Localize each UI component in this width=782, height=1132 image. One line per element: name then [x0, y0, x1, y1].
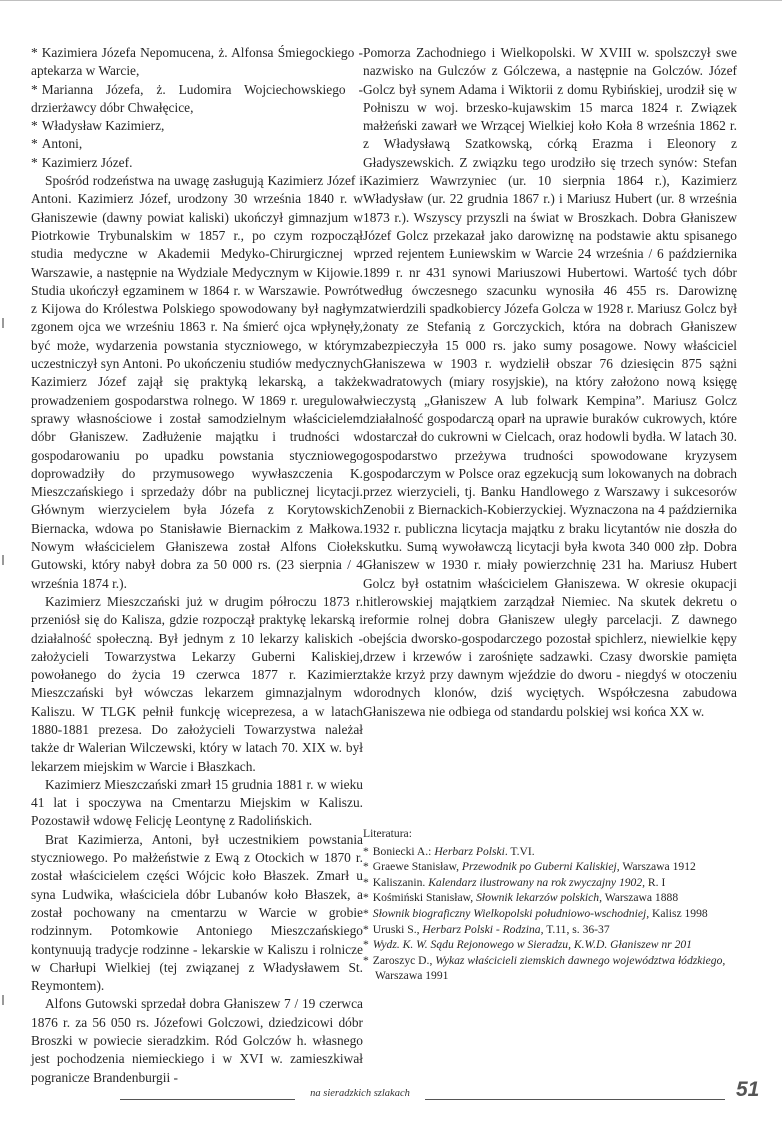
reference-suffix: Warszawa 1912	[619, 860, 696, 874]
reference-item	[363, 844, 737, 860]
reference-item	[363, 890, 737, 906]
list-item-text: Kazimiera Józefa Nepomucena, ż. Alfonsa Śmiegockiego - aptekarza w Warcie,	[31, 45, 363, 79]
references-section	[363, 826, 737, 984]
reference-item	[363, 953, 737, 984]
reference-prefix: Graewe Stanisław,	[372, 860, 462, 874]
reference-item	[363, 922, 737, 938]
body-paragraph: Kazimierz Mieszczański zmarł 15 grudnia 1881 r. w wieku 41 lat i spoczywa na Cmentarzu Miejskim w Kaliszu. Pozostawił wdowę Felicję Leontynę z Radolińskich.	[31, 776, 363, 829]
reference-suffix: Warszawa 1991	[375, 969, 449, 983]
reference-title: Wykaz właścicieli ziemskich dawnego województwa łódzkiego,	[435, 953, 726, 967]
reference-item	[363, 906, 737, 922]
list-item-text: Antoni,	[41, 136, 83, 152]
body-paragraph: Alfons Gutowski sprzedał dobra Głaniszew 7 / 19 czerwca 1876 r. za 56 050 rs. Józefowi Golczowi, dziedzicowi dóbr Broszki w powiecie sieradzkim. Ród Golczów h. własnego jest pochodzenia niemieckiego i w XVI w. zamieszkiwał pogranicze Brandenburgii -	[31, 996, 363, 1085]
left-column	[31, 44, 363, 1087]
footer-rule-right	[425, 1099, 725, 1100]
reference-prefix: Boniecki A.:	[372, 844, 435, 858]
reference-prefix: Kaliszanin.	[372, 875, 429, 889]
reference-suffix: . T.VI.	[504, 844, 535, 858]
list-item	[31, 81, 363, 118]
reference-title: Kalendarz ilustrowany na rok zwyczajny 1902,	[428, 875, 646, 889]
reference-suffix: Warszawa 1888	[602, 891, 679, 905]
bullet-star: *	[31, 81, 38, 97]
body-paragraph: Brat Kazimierza, Antoni, był uczestnikiem powstania styczniowego. Po małżeństwie z Ewą z Otockich w 1870 r. został właścicielem części Wójcic koło Błaszek. Zmarł u syna Ludwika, właściciela dóbr Lubanów koło Błaszek, a został pochowany na cmentarzu w Warcie w grobie rodzinnym. Potomkowie Antoniego Mieszczańskiego kontynuują tradycje rodzinne - lekarskie w Kaliszu i rolnicze w Charłupi Wielkiej (tej związanej z Władysławem St. Reymontem).	[31, 831, 363, 994]
reference-item	[363, 875, 737, 891]
top-rule	[0, 0, 782, 1]
bullet-star: *	[363, 891, 369, 905]
body-paragraph: Spośród rodzeństwa na uwagę zasługują Kazimierz Józef i Antoni. Kazimierz Józef, urodzony 30 września 1840 r. w Głaniszewie (dawny powiat kaliski) ukończył gimnazjum w Piotrkowie Trybunalskim w 1857 r., po czym rozpoczął studia medyczne w Akademii Medyko-Chirurgicznej w Warszawie, a następnie na Wydziale Medycznym w Kijowie. Studia ukończył egzaminem w 1864 r. w Warszawie. Powrót z Kijowa do Królestwa Polskiego spowodowany był nagłym zgonem ojca we wrześniu 1863 r. Na śmierć ojca wpłynęły, być może, wydarzenia powstania styczniowego, w którym uczestniczył syn Antoni. Po ukończeniu studiów medycznych Kazimierz Józef zajął się praktyką lekarską, a także prowadzeniem gospodarstwa rolnego. W 1869 r. uregulował sprawy własnościowe i został samodzielnym właścicielem dóbr Głaniszew. Zadłużenie majątku i trudności w gospodarowaniu po upadku powstania styczniowego doprowadziły do przymusowego wywłaszczenia K. Mieszczańskiego i sprzedaży dóbr na publicznej licytacji. Głównym wierzycielem była Józefa z Korytowskich Biernacka, wdowa po Stanisławie Biernackim z Małkowa. Nowym właścicielem Głaniszewa został Alfons Ciołek Gutowski, który nabył dobra za 50 000 rs. (23 sierpnia / 4 września 1874 r.).	[31, 173, 363, 591]
reference-title: Herbarz Polski	[434, 844, 505, 858]
body-paragraph: Kazimierz Mieszczański już w drugim półroczu 1873 r. przeniósł się do Kalisza, gdzie rozpoczął praktykę lekarską i działalność społeczną. Był jednym z 10 lekarzy kaliskich - założycieli Towarzystwa Lekarzy Guberni Kaliskiej, powołanego do życia 19 czerwca 1877 r. Kazimierz Mieszczański był wówczas lekarzem gimnazjalnym w Kaliszu. W TLGK pełnił funkcję wiceprezesa, a w latach 1880-1881 prezesa. Do założycieli Towarzystwa należał także dr Walerian Wilczewski, który w latach 70. XIX w. był lekarzem miejskim w Warcie i Błaszkach.	[31, 593, 363, 774]
bullet-star: *	[31, 118, 38, 134]
list-item-text: Kazimierz Józef.	[41, 154, 133, 170]
list-item	[31, 44, 363, 81]
reference-suffix: R. I	[645, 875, 666, 889]
bullet-star: *	[363, 844, 369, 858]
bullet-star: *	[31, 45, 38, 60]
bullet-star: *	[363, 906, 369, 920]
reference-title: Słownik lekarzów polskich,	[476, 891, 602, 905]
reference-title: Wydz. K. W. Sądu Rejonowego w Sieradzu, K.W.D. Głaniszew nr 201	[372, 938, 692, 952]
footer-rule-left	[120, 1099, 295, 1100]
page-number: 51	[736, 1078, 760, 1101]
reference-suffix: T.11, s. 36-37	[543, 922, 610, 936]
reference-suffix: Kalisz 1998	[649, 906, 708, 920]
bullet-star: *	[363, 938, 369, 952]
bullet-star: *	[363, 953, 369, 967]
bullet-star: *	[363, 922, 369, 936]
references-title: Literatura:	[363, 827, 412, 840]
list-item	[31, 154, 363, 172]
list-item-text: Władysław Kazimierz,	[41, 118, 165, 134]
footer-running-title: na sieradzkich szlakach	[310, 1088, 410, 1099]
margin-mark	[2, 995, 4, 1005]
list-item-text: Marianna Józefa, ż. Ludomira Wojciechowskiego - drzierżawcy dóbr Chwałęcice,	[31, 81, 363, 115]
reference-item	[363, 937, 737, 953]
reference-title: Słownik biograficzny Wielkopolski południowo-wschodniej,	[372, 906, 650, 920]
bullet-star: *	[363, 875, 369, 889]
bullet-star: *	[31, 136, 38, 152]
reference-prefix: Zaroszyc D.,	[372, 953, 436, 967]
margin-mark	[2, 318, 4, 328]
margin-mark	[2, 555, 4, 565]
right-column	[363, 44, 737, 721]
reference-prefix: Uruski S.,	[372, 922, 423, 936]
bullet-star: *	[363, 860, 369, 874]
bullet-star: *	[31, 154, 38, 170]
reference-title: Herbarz Polski - Rodzina,	[422, 922, 544, 936]
list-item	[31, 135, 363, 153]
list-item	[31, 117, 363, 135]
reference-item	[363, 859, 737, 875]
reference-prefix: Kośmiński Stanisław,	[372, 891, 477, 905]
reference-title: Przewodnik po Guberni Kaliskiej,	[461, 860, 620, 874]
body-paragraph: Pomorza Zachodniego i Wielkopolski. W XVIII w. spolszczył swe nazwisko na Gulczów z Gólczewa, a następnie na Golczów. Józef Golcz był synem Adama i Wiktorii z domu Rybińskiej, urodził się w Połniszu w woj. brzesko-kujawskim 15 marca 1824 r. Związek małżeński zawarł we Wrzącej Wielkiej koło Koła 8 września 1862 r. z Władysławą Szatkowską, córką Erazma i Eleonory z Gładyszewskich. Z związku tego urodziło się trzech synów: Stefan Kazimierz Wawrzyniec (ur. 10 sierpnia 1864 r.), Kazimierz Władysław (ur. 22 grudnia 1867 r.) i Mariusz Hubert (ur. 8 września 1873 r.). Wszyscy przyszli na świat w Broszkach. Dobra Głaniszew Józef Golcz przekazał jako darowiznę na podstawie aktu spisanego przed rejentem Łuniewskim w Warcie 24 września / 6 października 1899 r. nr 431 synowi Mariuszowi Hubertowi. Wartość tych dóbr według ówczesnego szacunku wynosiła 46 455 rs. Darowiznę zatwierdzili spadkobiercy Józefa Golcza w 1928 r. Mariusz Golcz był żonaty ze Stefanią z Gorczyckich, która na dobrach Głaniszew zabezpieczyła 15 000 rs. jako sumy posagowe. Nowy właściciel Głaniszewa w 1903 r. wydzielił obszar 76 dziesięcin 875 sążni kwadratowych (miary rosyjskie), na który założono nową księgę wieczystą „Głaniszew A lub folwark Kempina”. Mariusz Golcz działalność gospodarczą oparł na uprawie buraków cukrowych, które dostarczał do cukrowni w Cielcach, oraz hodowli bydła. W latach 30. gospodarstwo przeżywa trudności spowodowane kryzysem gospodarczym w Polsce oraz egzekucją sum lokowanych na dobrach przez wierzycieli, tj. Banku Handlowego z Warszawy i sukcesorów Zenobii z Biernackich-Kobierzyckiej. Wyznaczona na 4 października 1932 r. publiczna licytacja majątku z braku licytantów nie doszła do skutku. Sumą wywoławczą licytacji była kwota 340 000 złp. Dobra Głaniszew w 1930 r. miały powierzchnię 231 ha. Mariusz Hubert Golcz był ostatnim właścicielem Głaniszewa. W okresie okupacji hitlerowskiej majątkiem zarządzał Niemiec. Na skutek dekretu o reformie rolnej dobra Głaniszew uległy parcelacji. Z dawnego obejścia dworsko-gospodarczego pozostał spichlerz, niewielkie kępy drzew i krzewów i zarośnięte sadzawki. Czasy dworskie pamięta także krzyż przy dawnym wjeździe do dworu - niegdyś w otoczeniu dorodnych klonów, dziś wyciętych. Współczesna zabudowa Głaniszewa nie odbiega od standardu polskiej wsi końca XX w.	[363, 45, 737, 719]
